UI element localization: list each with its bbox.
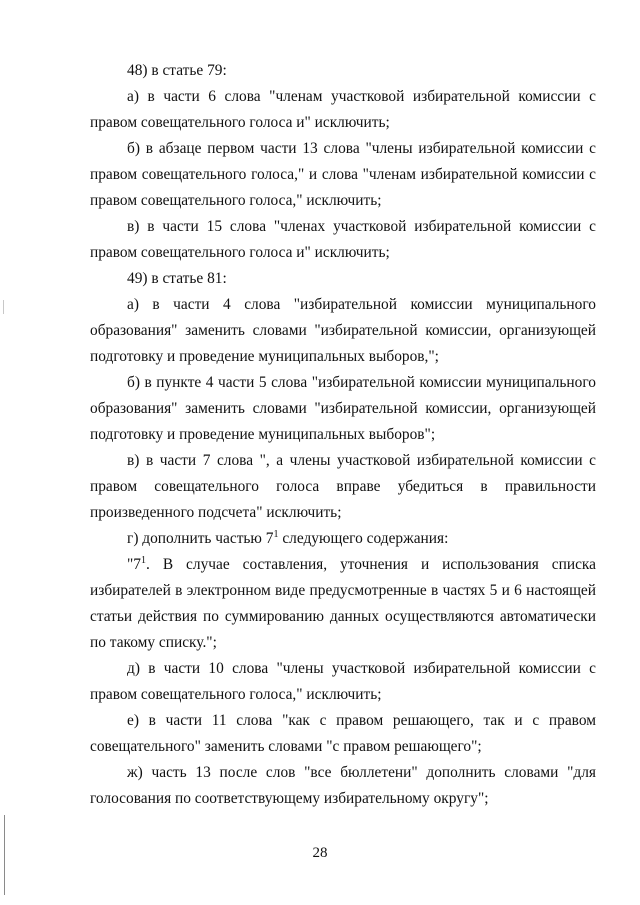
paragraph-49g: ж) часть 13 после слов "все бюллетени" дополнить словами "для голосования по соответствующему избирательному округу"; [90,764,596,807]
quote-before: "7 [127,556,141,573]
scan-edge-mark [4,815,5,895]
paragraph-49d-sup: 1 [273,528,279,540]
paragraph-48: 48) в статье 79: [127,62,227,79]
paragraph-49b: б) в пункте 4 части 5 слова "избирательной комиссии муниципального образования" заменить словами "избирательной комиссии, организующей подготовку и проведение муниципальных выборов"; [90,374,596,443]
quote-after: . В случае составления, уточнения и использования списка избирателей в электронном виде предусмотренные в частях 5 и 6 настоящей статьи действия по суммированию данных осуществляются автоматически по такому списку."; [90,556,596,651]
paragraph-48a: а) в части 6 слова "членам участковой избирательной комиссии с правом совещательного голоса и" исключить; [90,88,596,131]
paragraph-49: 49) в статье 81: [127,270,227,287]
paragraph-49d-quote [90,552,596,656]
paragraph-49d-after: следующего содержания: [278,530,449,547]
scan-edge-mark-top [3,300,4,314]
paragraph-48b: б) в абзаце первом части 13 слова "члены избирательной комиссии с правом совещательного голоса," и слова "членам избирательной комиссии с правом совещательного голоса," исключить; [90,140,596,209]
paragraph-49a: а) в части 4 слова "избирательной комиссии муниципального образования" заменить словами "избирательной комиссии, организующей подготовку и проведение муниципальных выборов,"; [90,296,596,365]
paragraph-49d-before: г) дополнить частью 7 [127,530,274,547]
paragraph-49e: д) в части 10 слова "члены участковой избирательной комиссии с правом совещательного голоса," исключить; [90,660,596,703]
paragraph-48c: в) в части 15 слова "членах участковой избирательной комиссии с правом совещательного голоса и" исключить; [90,218,596,261]
paragraph-49f: е) в части 11 слова "как с правом решающего, так и с правом совещательного" заменить словами "с правом решающего"; [90,712,596,755]
paragraph-49c: в) в части 7 слова ", а члены участковой избирательной комиссии с правом совещательного голоса вправе убедиться в правильности произведенного подсчета" исключить; [90,452,596,521]
document-body [90,58,596,812]
page-number: 28 [312,845,328,861]
paragraph-49d [90,526,596,552]
quote-sup: 1 [140,554,146,566]
